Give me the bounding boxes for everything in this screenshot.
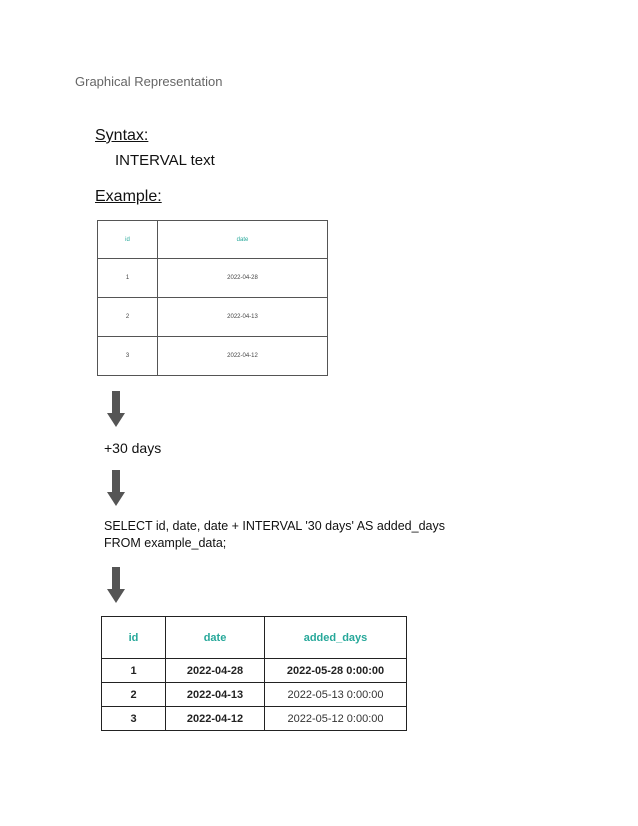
cell-added-days: 2022-05-12 0:00:00: [265, 707, 407, 731]
cell-id: 3: [98, 337, 158, 376]
cell-added-days: 2022-05-13 0:00:00: [265, 683, 407, 707]
example-table: [97, 220, 328, 376]
cell-date: 2022-04-13: [158, 298, 328, 337]
cell-date: 2022-04-13: [166, 683, 265, 707]
table-row: [98, 337, 328, 376]
cell-id: 2: [102, 683, 166, 707]
example-label: Example:: [95, 188, 162, 205]
cell-date: 2022-04-28: [166, 659, 265, 683]
table-row: [102, 683, 407, 707]
table-header-row: [102, 617, 407, 659]
table-row: [102, 707, 407, 731]
table-header-row: [98, 221, 328, 259]
cell-id: 2: [98, 298, 158, 337]
header-id: id: [102, 617, 166, 659]
header-added-days: added_days: [265, 617, 407, 659]
table-row: [98, 259, 328, 298]
header-date: date: [158, 221, 328, 259]
cell-date: 2022-04-12: [166, 707, 265, 731]
cell-date: 2022-04-12: [158, 337, 328, 376]
sql-query: [104, 518, 445, 552]
cell-id: 1: [98, 259, 158, 298]
arrow-down-icon: [107, 391, 125, 427]
cell-date: 2022-04-28: [158, 259, 328, 298]
arrow-down-icon: [107, 470, 125, 506]
syntax-text: INTERVAL text: [115, 152, 215, 169]
page-heading: Graphical Representation: [75, 74, 223, 89]
cell-id: 3: [102, 707, 166, 731]
sql-line: FROM example_data;: [104, 536, 227, 550]
sql-line: SELECT id, date, date + INTERVAL '30 days' AS added_days: [104, 519, 445, 533]
cell-id: 1: [102, 659, 166, 683]
cell-added-days: 2022-05-28 0:00:00: [265, 659, 407, 683]
table-row: [98, 298, 328, 337]
header-id: id: [98, 221, 158, 259]
header-date: date: [166, 617, 265, 659]
result-table: [101, 616, 407, 731]
syntax-label: Syntax:: [95, 127, 149, 144]
table-row: [102, 659, 407, 683]
step-label: +30 days: [104, 440, 162, 456]
arrow-down-icon: [107, 567, 125, 603]
